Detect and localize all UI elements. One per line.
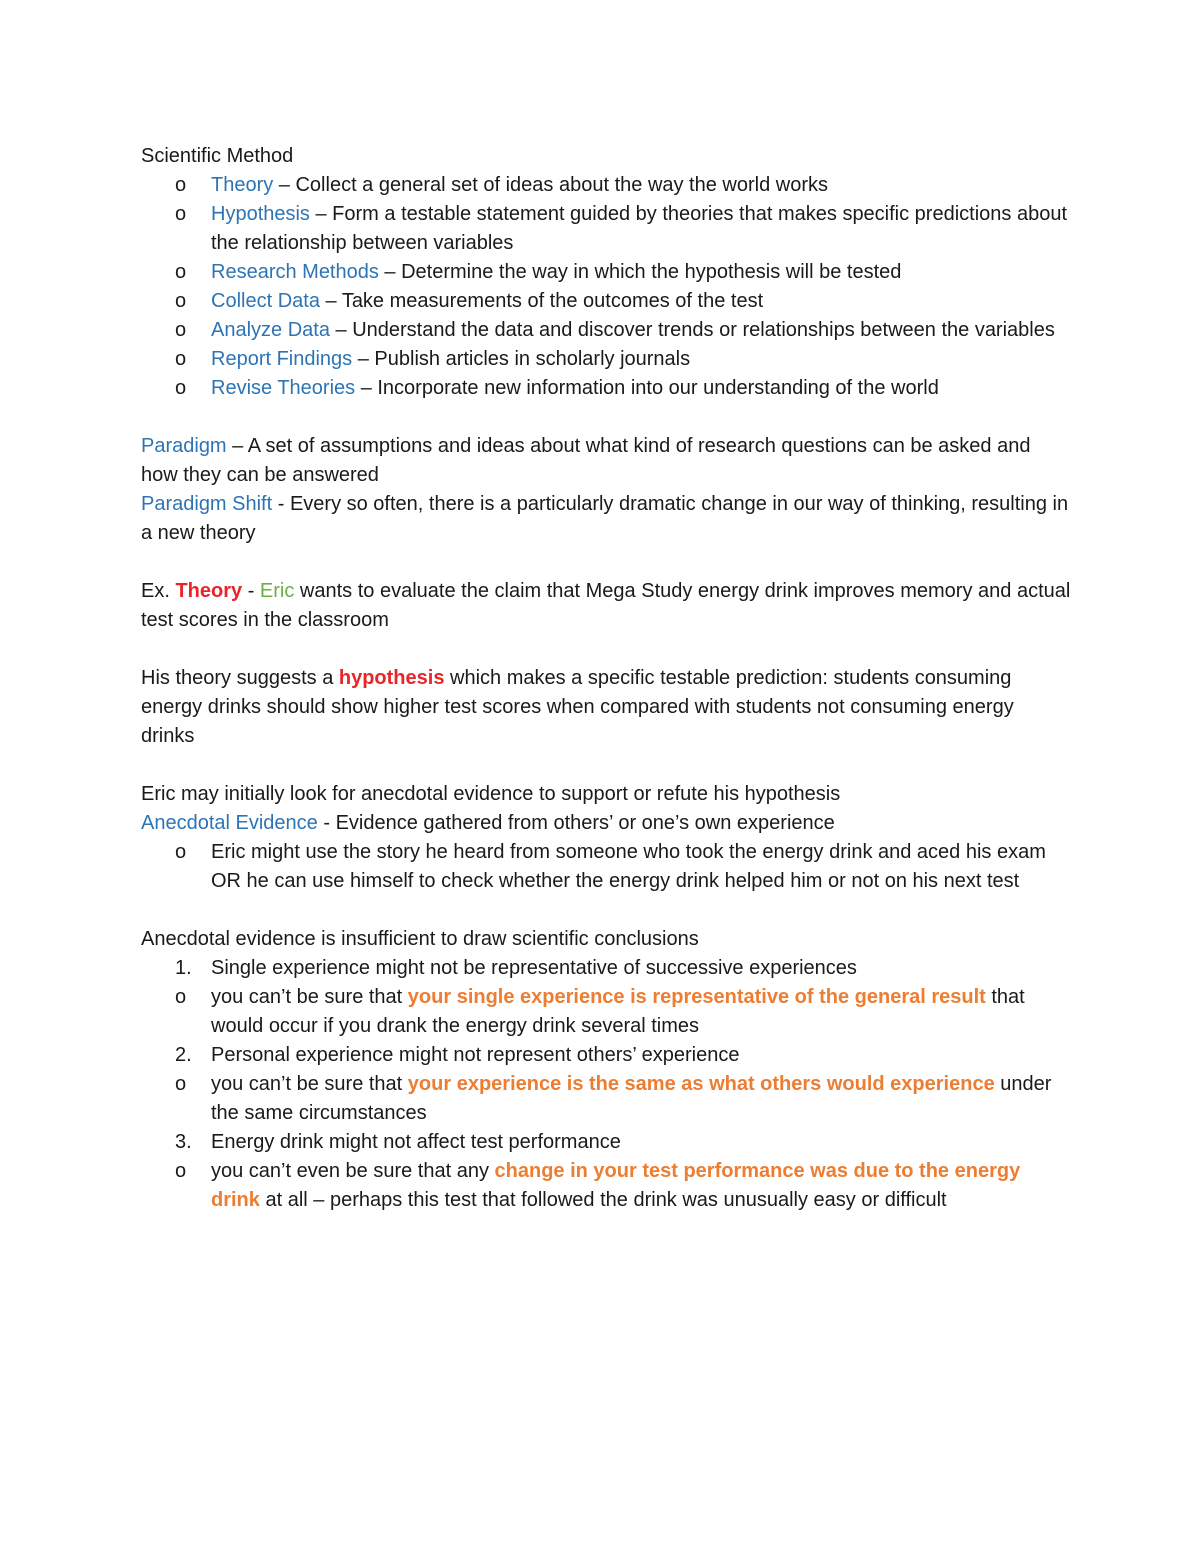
paradigm-definition (141, 432, 1071, 490)
term-definition: – Take measurements of the outcomes of the test (319, 290, 764, 312)
insufficient-heading: Anecdotal evidence is insufficient to draw scientific conclusions (141, 928, 699, 950)
list-item (141, 287, 1071, 316)
paradigm-shift-definition (141, 490, 1071, 548)
numbered-item-title: Personal experience might not represent others’ experience (211, 1044, 740, 1066)
term-collect-data: Collect Data (211, 290, 320, 312)
point-text-before: you can’t be sure that (211, 1073, 408, 1095)
point-highlight: your experience is the same as what others would experience (407, 1073, 995, 1095)
document-content (141, 142, 1071, 1215)
list-item (141, 258, 1071, 287)
term-report-findings: Report Findings (211, 348, 353, 370)
point-text-before: you can’t be sure that (211, 986, 408, 1008)
list-item (141, 1070, 1071, 1128)
list-item (141, 200, 1071, 258)
numbered-item-title: Single experience might not be representative of successive experiences (211, 957, 857, 979)
bullet-marker: o (175, 1073, 187, 1095)
anecdotal-intro: Eric may initially look for anecdotal evidence to support or refute his hypothesis (141, 783, 841, 805)
point-text-after: that would occur if you drank the energy drink several times (211, 986, 1025, 1037)
list-item (141, 171, 1071, 200)
numbered-item (141, 1128, 1071, 1157)
term-definition: – Form a testable statement guided by theories that makes specific predictions about the relationship between variables (211, 203, 1068, 254)
bullet-marker: o (175, 986, 187, 1008)
list-item (141, 345, 1071, 374)
list-item (141, 374, 1071, 403)
section-heading-scientific-method: Scientific Method (141, 145, 294, 167)
bullet-marker: o (175, 841, 187, 863)
term-research-methods: Research Methods (211, 261, 379, 283)
term-paradigm-shift: Paradigm Shift (141, 493, 273, 515)
bullet-marker: o (175, 1160, 187, 1182)
term-definition: – Incorporate new information into our understanding of the world (355, 377, 939, 399)
bullet-marker: o (175, 290, 187, 312)
list-item (141, 1157, 1071, 1215)
term-analyze-data: Analyze Data (211, 319, 330, 341)
example-prefix: Ex. (141, 580, 176, 602)
bullet-marker: o (175, 203, 187, 225)
hypothesis-text-after: which makes a specific testable prediction: students consuming energy drinks should show higher test scores when compared with students not consuming energy drinks (141, 667, 1014, 747)
bullet-marker: o (175, 319, 187, 341)
point-highlight: your single experience is representative of the general result (407, 986, 986, 1008)
numbered-item-title: Energy drink might not affect test performance (211, 1131, 621, 1153)
list-item (141, 316, 1071, 345)
example-paragraph (141, 577, 1071, 635)
anecdotal-definition (141, 809, 1071, 838)
point-text-after: under the same circumstances (211, 1073, 1052, 1124)
anecdotal-example: Eric might use the story he heard from someone who took the energy drink and aced his exam OR he can use himself to check whether the energy drink helped him or not on his next test (211, 841, 1046, 892)
point-highlight: change in your test performance was due to the energy drink (211, 1160, 1021, 1211)
term-definition: - Every so often, there is a particularly dramatic change in our way of thinking, resulting in a new theory (141, 493, 1069, 544)
term-hypothesis: Hypothesis (211, 203, 310, 225)
example-theory-keyword: Theory (175, 580, 243, 602)
list-item (141, 838, 1071, 896)
bullet-marker: o (175, 348, 187, 370)
hypothesis-keyword: hypothesis (338, 667, 445, 689)
point-text-before: you can’t even be sure that any (211, 1160, 495, 1182)
term-definition: – Publish articles in scholarly journals (352, 348, 691, 370)
number-marker: 3. (175, 1131, 192, 1153)
numbered-item (141, 954, 1071, 983)
term-definition: - Evidence gathered from others’ or one’s own experience (317, 812, 835, 834)
bullet-marker: o (175, 377, 187, 399)
term-definition: – Collect a general set of ideas about the way the world works (273, 174, 828, 196)
numbered-item (141, 1041, 1071, 1070)
term-definition: – A set of assumptions and ideas about what kind of research questions can be asked and how they can be answered (141, 435, 1031, 486)
example-text: wants to evaluate the claim that Mega Study energy drink improves memory and actual test scores in the classroom (141, 580, 1071, 631)
hypothesis-text-before: His theory suggests a (141, 667, 339, 689)
number-marker: 2. (175, 1044, 192, 1066)
term-revise-theories: Revise Theories (211, 377, 356, 399)
term-definition: – Determine the way in which the hypothesis will be tested (378, 261, 902, 283)
number-marker: 1. (175, 957, 192, 979)
term-theory: Theory (211, 174, 274, 196)
example-name: Eric (259, 580, 295, 602)
term-paradigm: Paradigm (141, 435, 227, 457)
example-dash: - (242, 580, 260, 602)
bullet-marker: o (175, 261, 187, 283)
list-item (141, 983, 1071, 1041)
point-text-after: at all – perhaps this test that followed the drink was unusually easy or difficult (259, 1189, 947, 1211)
term-anecdotal-evidence: Anecdotal Evidence (141, 812, 318, 834)
bullet-marker: o (175, 174, 187, 196)
term-definition: – Understand the data and discover trends or relationships between the variables (329, 319, 1055, 341)
hypothesis-paragraph (141, 664, 1071, 751)
